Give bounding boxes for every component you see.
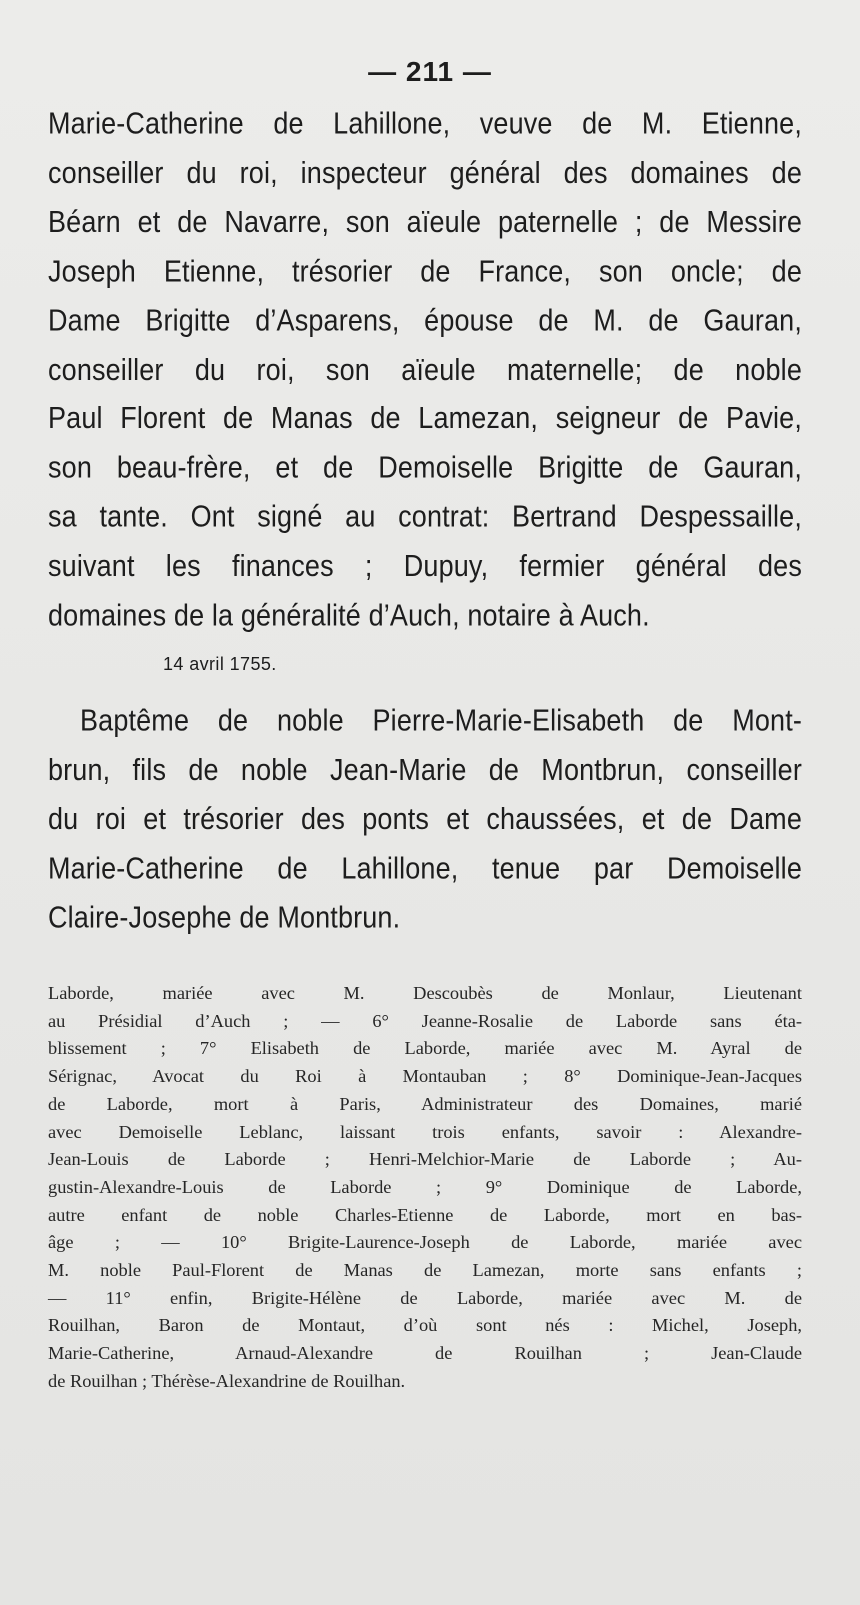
paragraph-1-line: sa tante. Ont signé au contrat: Bertrand Despessaille, bbox=[48, 500, 802, 534]
footnote-line: Sérignac, Avocat du Roi à Montauban ; 8° Dominique-Jean-Jacques bbox=[48, 1066, 802, 1087]
footnote-line: âge ; — 10° Brigite-Laurence-Joseph de Laborde, mariée avec bbox=[48, 1232, 802, 1253]
footnote-line: avec Demoiselle Leblanc, laissant trois enfants, savoir : Alexandre- bbox=[48, 1121, 802, 1142]
paragraph-1-line: conseiller du roi, son aïeule maternelle; de noble bbox=[48, 352, 802, 387]
paragraph-1-line: conseiller du roi, inspecteur général des domaines de bbox=[48, 155, 802, 190]
paragraph-1-line: Joseph Etienne, trésorier de France, son oncle; de bbox=[48, 254, 802, 288]
footnote-line: autre enfant de noble Charles-Etienne de Laborde, mort en bas- bbox=[48, 1204, 802, 1225]
footnote-line: gustin-Alexandre-Louis de Laborde ; 9° Dominique de Laborde, bbox=[48, 1176, 802, 1197]
footnote-line: Marie-Catherine, Arnaud-Alexandre de Rouilhan ; Jean-Claude bbox=[48, 1343, 802, 1364]
footnote-line: Laborde, mariée avec M. Descoubès de Monlaur, Lieutenant bbox=[48, 983, 802, 1003]
footnote-line: M. noble Paul-Florent de Manas de Lamezan, morte sans enfants ; bbox=[48, 1260, 802, 1281]
page-number: — 211 — bbox=[368, 56, 492, 87]
footnote-line: de Laborde, mort à Paris, Administrateur des Domaines, marié bbox=[48, 1093, 802, 1114]
paragraph-1-line: suivant les finances ; Dupuy, fermier général des bbox=[48, 549, 802, 583]
footnote-line: Rouilhan, Baron de Montaut, d’où sont nés : Michel, Joseph, bbox=[48, 1315, 802, 1336]
footnote-block bbox=[48, 980, 802, 1396]
paragraph-2-line: Baptême de noble Pierre-Marie-Elisabeth de Mont- bbox=[80, 703, 802, 738]
paragraph-2-line: Marie-Catherine de Lahillone, tenue par Demoiselle bbox=[48, 851, 802, 885]
footnote-line: au Présidial d’Auch ; — 6° Jeanne-Rosalie de Laborde sans éta- bbox=[48, 1010, 802, 1031]
footnote-line: — 11° enfin, Brigite-Hélène de Laborde, mariée avec M. de bbox=[48, 1287, 802, 1308]
paragraph-1-line: Paul Florent de Manas de Lamezan, seigneur de Pavie, bbox=[48, 401, 802, 436]
main-paragraph-1 bbox=[48, 100, 802, 633]
footnote-line: de Rouilhan ; Thérèse-Alexandrine de Rouilhan. bbox=[48, 1370, 406, 1391]
footnote-line: Jean-Louis de Laborde ; Henri-Melchior-Marie de Laborde ; Au- bbox=[48, 1149, 802, 1170]
paragraph-1-text bbox=[48, 100, 802, 641]
paragraph-2-line: brun, fils de noble Jean-Marie de Montbrun, conseiller bbox=[48, 752, 802, 787]
paragraph-1-line: son beau-frère, et de Demoiselle Brigitte de Gauran, bbox=[48, 450, 802, 485]
entry-date: 14 avril 1755. bbox=[163, 654, 277, 674]
paragraph-1-line: domaines de la généralité d’Auch, notaire à Auch. bbox=[48, 598, 650, 633]
paragraph-2-line: du roi et trésorier des ponts et chaussées, et de Dame bbox=[48, 802, 802, 836]
paragraph-2-text bbox=[48, 697, 802, 943]
paragraph-2-line: Claire-Josephe de Montbrun. bbox=[48, 900, 401, 935]
main-paragraph-2 bbox=[48, 697, 802, 935]
paragraph-1-line: Béarn et de Navarre, son aïeule paternelle ; de Messire bbox=[48, 205, 802, 239]
footnote-line: blissement ; 7° Elisabeth de Laborde, mariée avec M. Ayral de bbox=[48, 1038, 802, 1059]
paragraph-1-line: Dame Brigitte d’Asparens, épouse de M. de Gauran, bbox=[48, 303, 802, 338]
paragraph-1-line: Marie-Catherine de Lahillone, veuve de M. Etienne, bbox=[48, 106, 802, 141]
